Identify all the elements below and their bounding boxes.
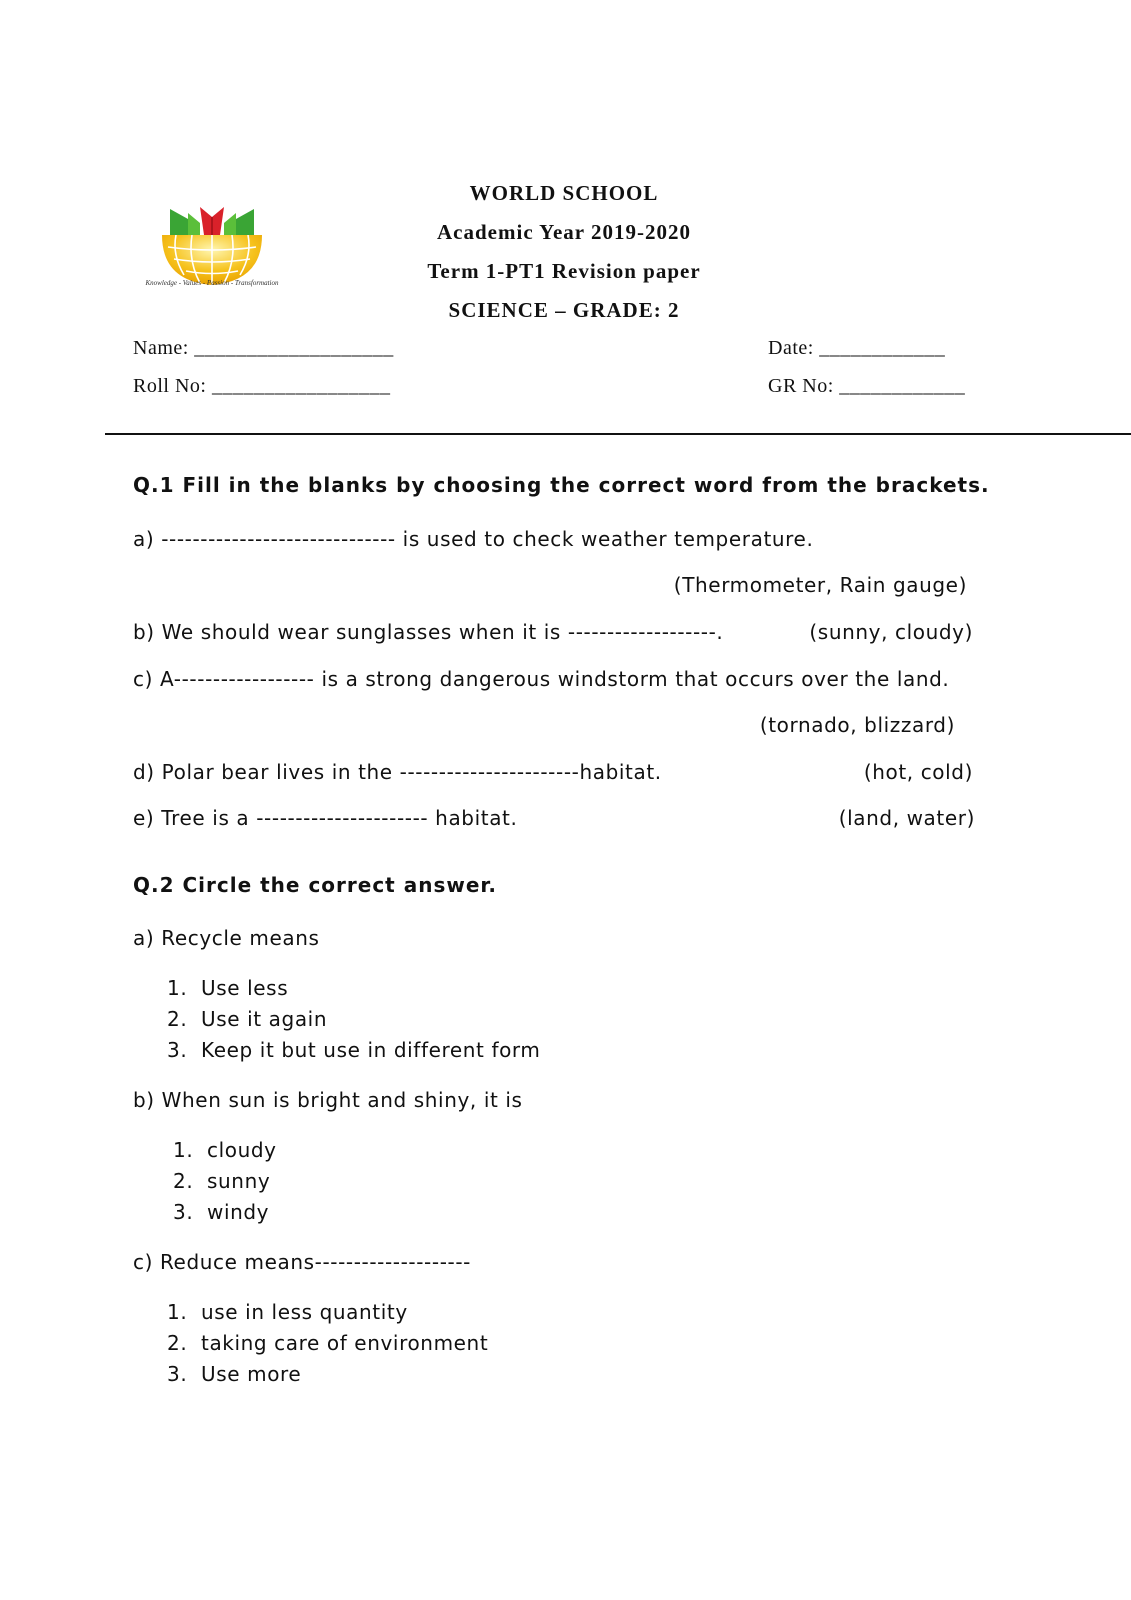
roll-no-field[interactable]: Roll No: _________________ bbox=[133, 375, 391, 397]
q1-title: Q.1 Fill in the blanks by choosing the correct word from the brackets. bbox=[133, 473, 990, 497]
q2-a-option-2[interactable]: 2. Use it again bbox=[167, 1007, 328, 1031]
option-text: cloudy bbox=[207, 1138, 277, 1162]
gr-no-field[interactable]: GR No: ____________ bbox=[768, 375, 966, 397]
q1-item-a-choices: (Thermometer, Rain gauge) bbox=[673, 573, 967, 597]
q2-c-option-1[interactable]: 1. use in less quantity bbox=[167, 1300, 408, 1324]
q1-item-c: c) A------------------ is a strong dangerous windstorm that occurs over the land. bbox=[133, 667, 950, 691]
q1-item-a: a) ------------------------------ is used to check weather temperature. bbox=[133, 527, 814, 551]
q2-a-option-1[interactable]: 1. Use less bbox=[167, 976, 289, 1000]
academic-year: Academic Year 2019-2020 bbox=[437, 220, 691, 244]
term-title: Term 1-PT1 Revision paper bbox=[427, 259, 701, 283]
option-text: Keep it but use in different form bbox=[201, 1038, 541, 1062]
option-text: Use less bbox=[201, 976, 289, 1000]
q2-question-c: c) Reduce means-------------------- bbox=[133, 1250, 471, 1274]
header-divider bbox=[105, 433, 1131, 435]
option-text: windy bbox=[207, 1200, 270, 1224]
logo-motto: Knowledge - Values - Passion - Transformation bbox=[145, 279, 279, 287]
q2-question-a: a) Recycle means bbox=[133, 926, 320, 950]
q1-item-e: e) Tree is a ---------------------- habitat. bbox=[133, 806, 518, 830]
q2-c-option-3[interactable]: 3. Use more bbox=[167, 1362, 302, 1386]
q2-b-option-2[interactable]: 2. sunny bbox=[173, 1169, 271, 1193]
option-text: Use more bbox=[201, 1362, 302, 1386]
q1-item-d: d) Polar bear lives in the -----------------------habitat. bbox=[133, 760, 662, 784]
subject-grade: SCIENCE – GRADE: 2 bbox=[448, 298, 680, 322]
name-field[interactable]: Name: ___________________ bbox=[133, 337, 394, 359]
q1-item-d-choices: (hot, cold) bbox=[863, 760, 973, 784]
q2-question-b: b) When sun is bright and shiny, it is bbox=[133, 1088, 523, 1112]
q2-b-option-3[interactable]: 3. windy bbox=[173, 1200, 270, 1224]
school-logo bbox=[145, 195, 279, 295]
option-text: use in less quantity bbox=[201, 1300, 408, 1324]
q1-item-c-choices: (tornado, blizzard) bbox=[759, 713, 955, 737]
q2-c-option-2[interactable]: 2. taking care of environment bbox=[167, 1331, 489, 1355]
option-text: Use it again bbox=[201, 1007, 328, 1031]
q1-item-b-choices: (sunny, cloudy) bbox=[809, 620, 973, 644]
date-field[interactable]: Date: ____________ bbox=[768, 337, 946, 359]
q1-item-b: b) We should wear sunglasses when it is -------------------. bbox=[133, 620, 724, 644]
q2-b-option-1[interactable]: 1. cloudy bbox=[173, 1138, 277, 1162]
school-name: WORLD SCHOOL bbox=[469, 181, 659, 205]
option-text: sunny bbox=[207, 1169, 271, 1193]
q1-item-e-choices: (land, water) bbox=[838, 806, 975, 830]
q2-title: Q.2 Circle the correct answer. bbox=[133, 873, 497, 897]
q2-a-option-3[interactable]: 3. Keep it but use in different form bbox=[167, 1038, 541, 1062]
option-text: taking care of environment bbox=[201, 1331, 489, 1355]
